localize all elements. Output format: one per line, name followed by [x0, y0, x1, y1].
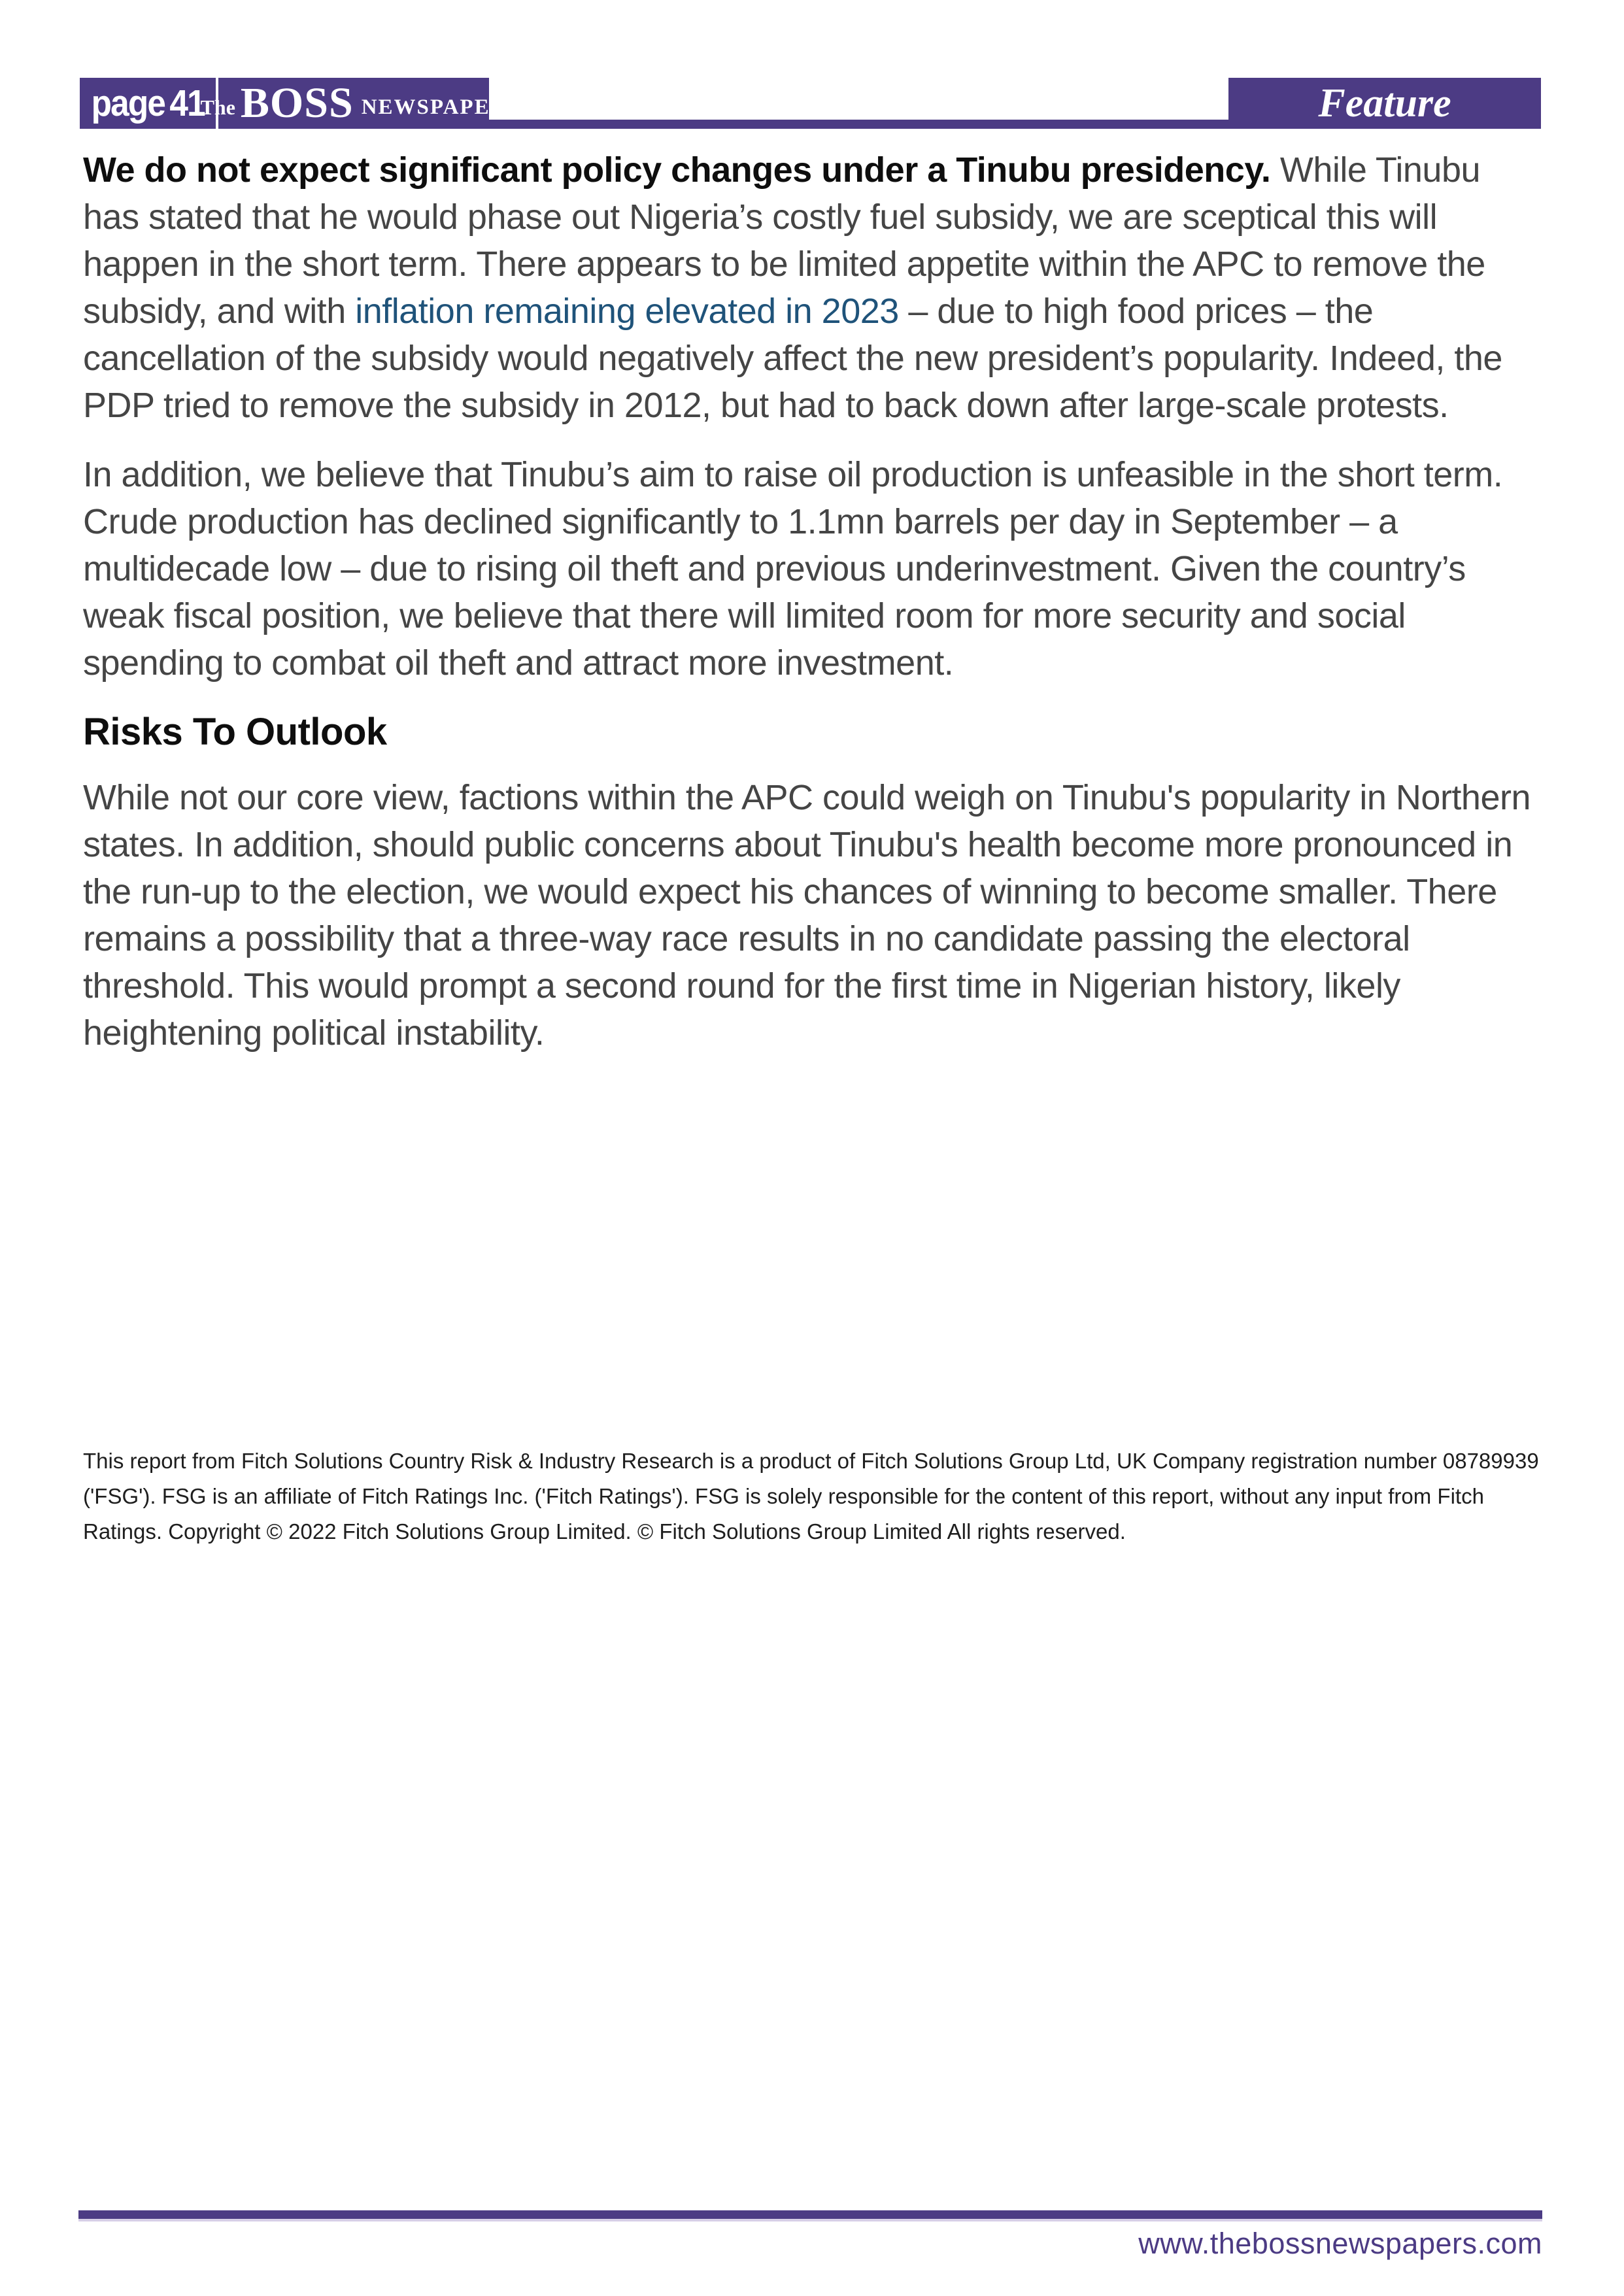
footer-rule-shadow [78, 2219, 1542, 2221]
brand-newspaper: NEWSPAPER [361, 95, 507, 119]
inflation-report-link[interactable]: inflation remaining elevated in 2023 [355, 292, 899, 331]
brand-the: The [200, 95, 235, 119]
masthead [80, 78, 1541, 129]
fitch-disclaimer: This report from Fitch Solutions Country Risk & Industry Research is a product of Fitch Solutions Group Ltd, UK Company registration number 08789939 ('FSG'). FSG is an affiliate of Fitch Ratings Inc. ('Fitch Ratings'). FSG is solely responsible for the content of this report, without any input from Fitch Ratings. Copyright © 2022 Fitch Solutions Group Limited. © Fitch Solutions Group Limited All rights reserved. [83, 1449, 1539, 1544]
footer-rule [78, 2210, 1542, 2219]
brand-boss: BOSS [240, 79, 354, 127]
paragraph-text: While Tinubu has stated that he would phase out Nigeria’s costly fuel subsidy, we are sceptical this will happen in the short term. There appears to be limited appetite within the APC to remove the subsidy, and with [83, 150, 1485, 331]
paragraph-oil-production: In addition, we believe that Tinubu’s aim to raise oil production is unfeasible in the short term. Crude production has declined significantly to 1.1mn barrels per day in September – a multidecade low – due to rising oil theft and previous underinvestment. Given the country’s weak fiscal position, we believe that there will limited room for more security and social spending to combat oil theft and attract more investment. [83, 455, 1503, 683]
paragraph-text: – due to high food prices – the cancellation of the subsidy would negatively affect the new president’s popularity. Indeed, the PDP tried to remove the subsidy in 2012, but had to back down after large-scale protests. [83, 292, 1502, 425]
website-link[interactable]: www.thebossnewspapers.com [1138, 2227, 1542, 2260]
page-number-badge [80, 78, 216, 129]
page-number-text [91, 82, 204, 125]
page-label: page [91, 82, 165, 124]
paragraph-lead-in: We do not expect significant policy changes under a Tinubu presidency. [83, 150, 1280, 190]
paragraph-policy-changes [83, 146, 1543, 429]
paragraph-risks: While not our core view, factions within the APC could weigh on Tinubu's popularity in Northern states. In addition, should public concerns about Tinubu's health become more pronounced in the run-up to the election, we would expect his chances of winning to become smaller. There remains a possibility that a three-way race results in no candidate passing the electoral threshold. This would prompt a second round for the first time in Nigerian history, likely heightening political instability. [83, 778, 1531, 1053]
brand-badge [200, 78, 507, 129]
section-label: Feature [1318, 80, 1451, 126]
page-number: 41 [169, 82, 205, 124]
section-badge [1228, 78, 1541, 129]
masthead-rule [489, 120, 1228, 129]
risks-heading: Risks To Outlook [83, 711, 387, 753]
article-body [83, 146, 1543, 1079]
